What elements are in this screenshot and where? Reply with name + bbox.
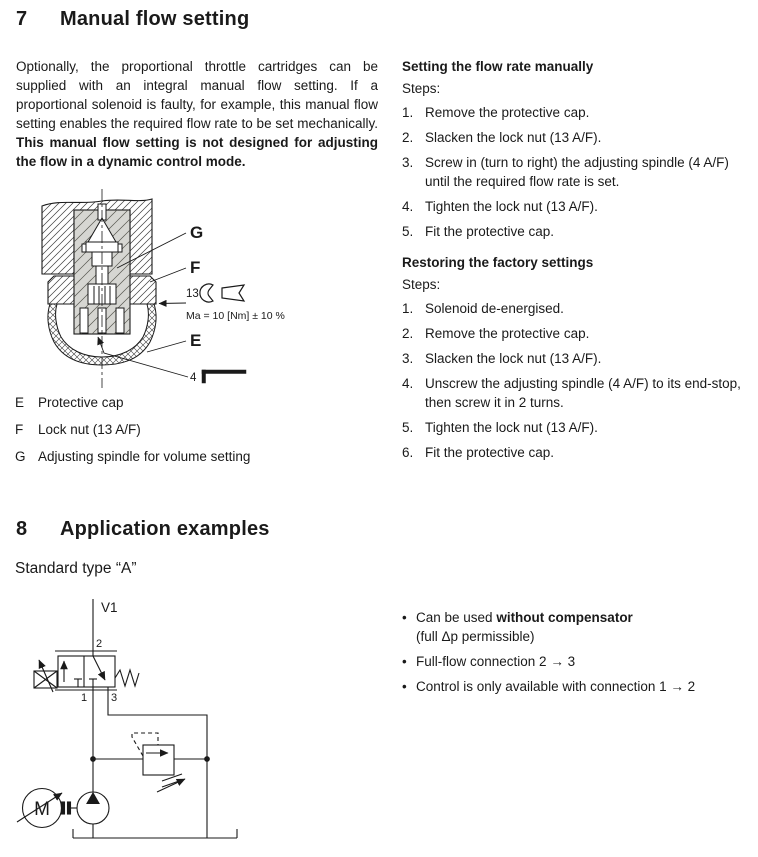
section8-heading	[16, 518, 270, 541]
step-item	[402, 443, 754, 462]
legend-text: Lock nut (13 A/F)	[38, 422, 141, 437]
port-3-label: 3	[111, 692, 118, 704]
step-text: Slacken the lock nut (13 A/F).	[425, 130, 602, 145]
step-number: 3.	[402, 155, 414, 170]
step-text: Fit the protective cap.	[425, 445, 555, 460]
step-item	[402, 299, 754, 318]
application-bullets	[402, 608, 754, 702]
setting-procedure-heading: Setting the flow rate manually	[402, 59, 594, 74]
step-item	[402, 222, 754, 241]
step-text: Unscrew the adjusting spindle (4 A/F) to its end-stop, then screw it in 2 turns.	[425, 376, 741, 410]
bullet-text: (full Δp permissible)	[416, 629, 535, 644]
port-1-label: 1	[81, 692, 88, 704]
step-number: 4.	[402, 199, 414, 214]
procedures-column	[402, 57, 754, 474]
intro-paragraph	[16, 57, 378, 171]
step-number: 2.	[402, 326, 414, 341]
step-text: Solenoid de-energised.	[425, 301, 564, 316]
legend-text: Protective cap	[38, 395, 124, 410]
figure-legend	[15, 396, 385, 477]
step-item	[402, 349, 754, 368]
section8-subtitle: Standard type “A”	[15, 560, 137, 577]
pump-symbol	[77, 792, 109, 824]
proportional-solenoid-symbol	[34, 660, 57, 692]
bullet-item	[402, 652, 754, 671]
step-item	[402, 103, 754, 122]
step-text: Screw in (turn to right) the adjusting spindle (4 A/F) until the required flow rate is set.	[425, 155, 729, 189]
legend-row	[15, 450, 385, 464]
junction-dot	[91, 757, 96, 762]
section8-title: Application examples	[60, 518, 270, 540]
steps-label: Steps:	[402, 81, 441, 96]
bullet-text-bold: without compensator	[496, 610, 633, 625]
legend-text: Adjusting spindle for volume setting	[38, 449, 251, 464]
motor-letter: M	[34, 799, 50, 820]
section7-title: Manual flow setting	[60, 8, 250, 30]
section8-number: 8	[16, 518, 28, 540]
bullet-item	[402, 677, 754, 696]
intro-normal-text: Optionally, the proportional throttle cartridges can be supplied with an integral manual flow setting. If a proportional solenoid is faulty, for example, this manual flow setting enables the required flow rate to be set mechanically.	[16, 59, 378, 131]
connection-lines	[93, 599, 207, 838]
figure-label-f: F	[190, 258, 201, 277]
step-text: Remove the protective cap.	[425, 326, 590, 341]
step-item	[402, 128, 754, 147]
port-2-label: 2	[96, 638, 103, 650]
step-item	[402, 197, 754, 216]
step-text: Fit the protective cap.	[425, 224, 555, 239]
step-number: 6.	[402, 445, 414, 460]
legend-row	[15, 396, 385, 410]
steps-label: Steps:	[402, 277, 441, 292]
step-item	[402, 153, 754, 191]
step-number: 1.	[402, 301, 414, 316]
step-number: 3.	[402, 351, 414, 366]
step-item	[402, 374, 754, 412]
figure-label-g: G	[190, 223, 204, 242]
step-item	[402, 418, 754, 437]
setting-steps-list	[402, 103, 754, 241]
step-text: Slacken the lock nut (13 A/F).	[425, 351, 602, 366]
hex-size-label: 4	[190, 372, 197, 384]
step-number: 4.	[402, 376, 414, 391]
figure-label-e: E	[190, 331, 202, 350]
allen-key-icon	[202, 370, 246, 383]
section7-heading	[16, 8, 249, 31]
junction-dot	[205, 757, 210, 762]
step-text: Remove the protective cap.	[425, 105, 590, 120]
valve-id-label: V1	[101, 600, 118, 615]
intro-bold-text: This manual flow setting is not designed for adjusting the flow in a dynamic control mode.	[16, 135, 378, 169]
legend-row	[15, 423, 385, 437]
restoring-steps-list	[402, 299, 754, 462]
bullet-text: Full-flow connection 2 → 3	[416, 654, 576, 669]
wrench-size-label: 13	[186, 288, 199, 300]
spring-symbol	[115, 670, 139, 686]
section7-number: 7	[16, 8, 28, 30]
legend-key: F	[15, 422, 24, 437]
bullet-text: Control is only available with connection 1 → 2	[416, 679, 696, 694]
step-number: 2.	[402, 130, 414, 145]
restoring-procedure-heading: Restoring the factory settings	[402, 255, 594, 270]
bullet-item	[402, 608, 754, 646]
torque-label: Ma = 10 [Nm] ± 10 %	[186, 310, 285, 322]
legend-key: G	[15, 449, 26, 464]
step-number: 1.	[402, 105, 414, 120]
step-item	[402, 324, 754, 343]
tank-symbol	[73, 829, 237, 838]
cartridge-cross-section-figure	[20, 186, 350, 396]
proportional-valve-symbol	[34, 651, 139, 692]
step-number: 5.	[402, 224, 414, 239]
legend-key: E	[15, 395, 25, 410]
step-text: Tighten the lock nut (13 A/F).	[425, 199, 598, 214]
coupling-symbol	[62, 802, 78, 814]
wrench-icon	[200, 284, 244, 302]
bullet-text: Can be used	[416, 610, 497, 625]
step-number: 5.	[402, 420, 414, 435]
hydraulic-schematic	[10, 596, 260, 857]
relief-valve-symbol	[132, 733, 185, 792]
step-text: Tighten the lock nut (13 A/F).	[425, 420, 598, 435]
